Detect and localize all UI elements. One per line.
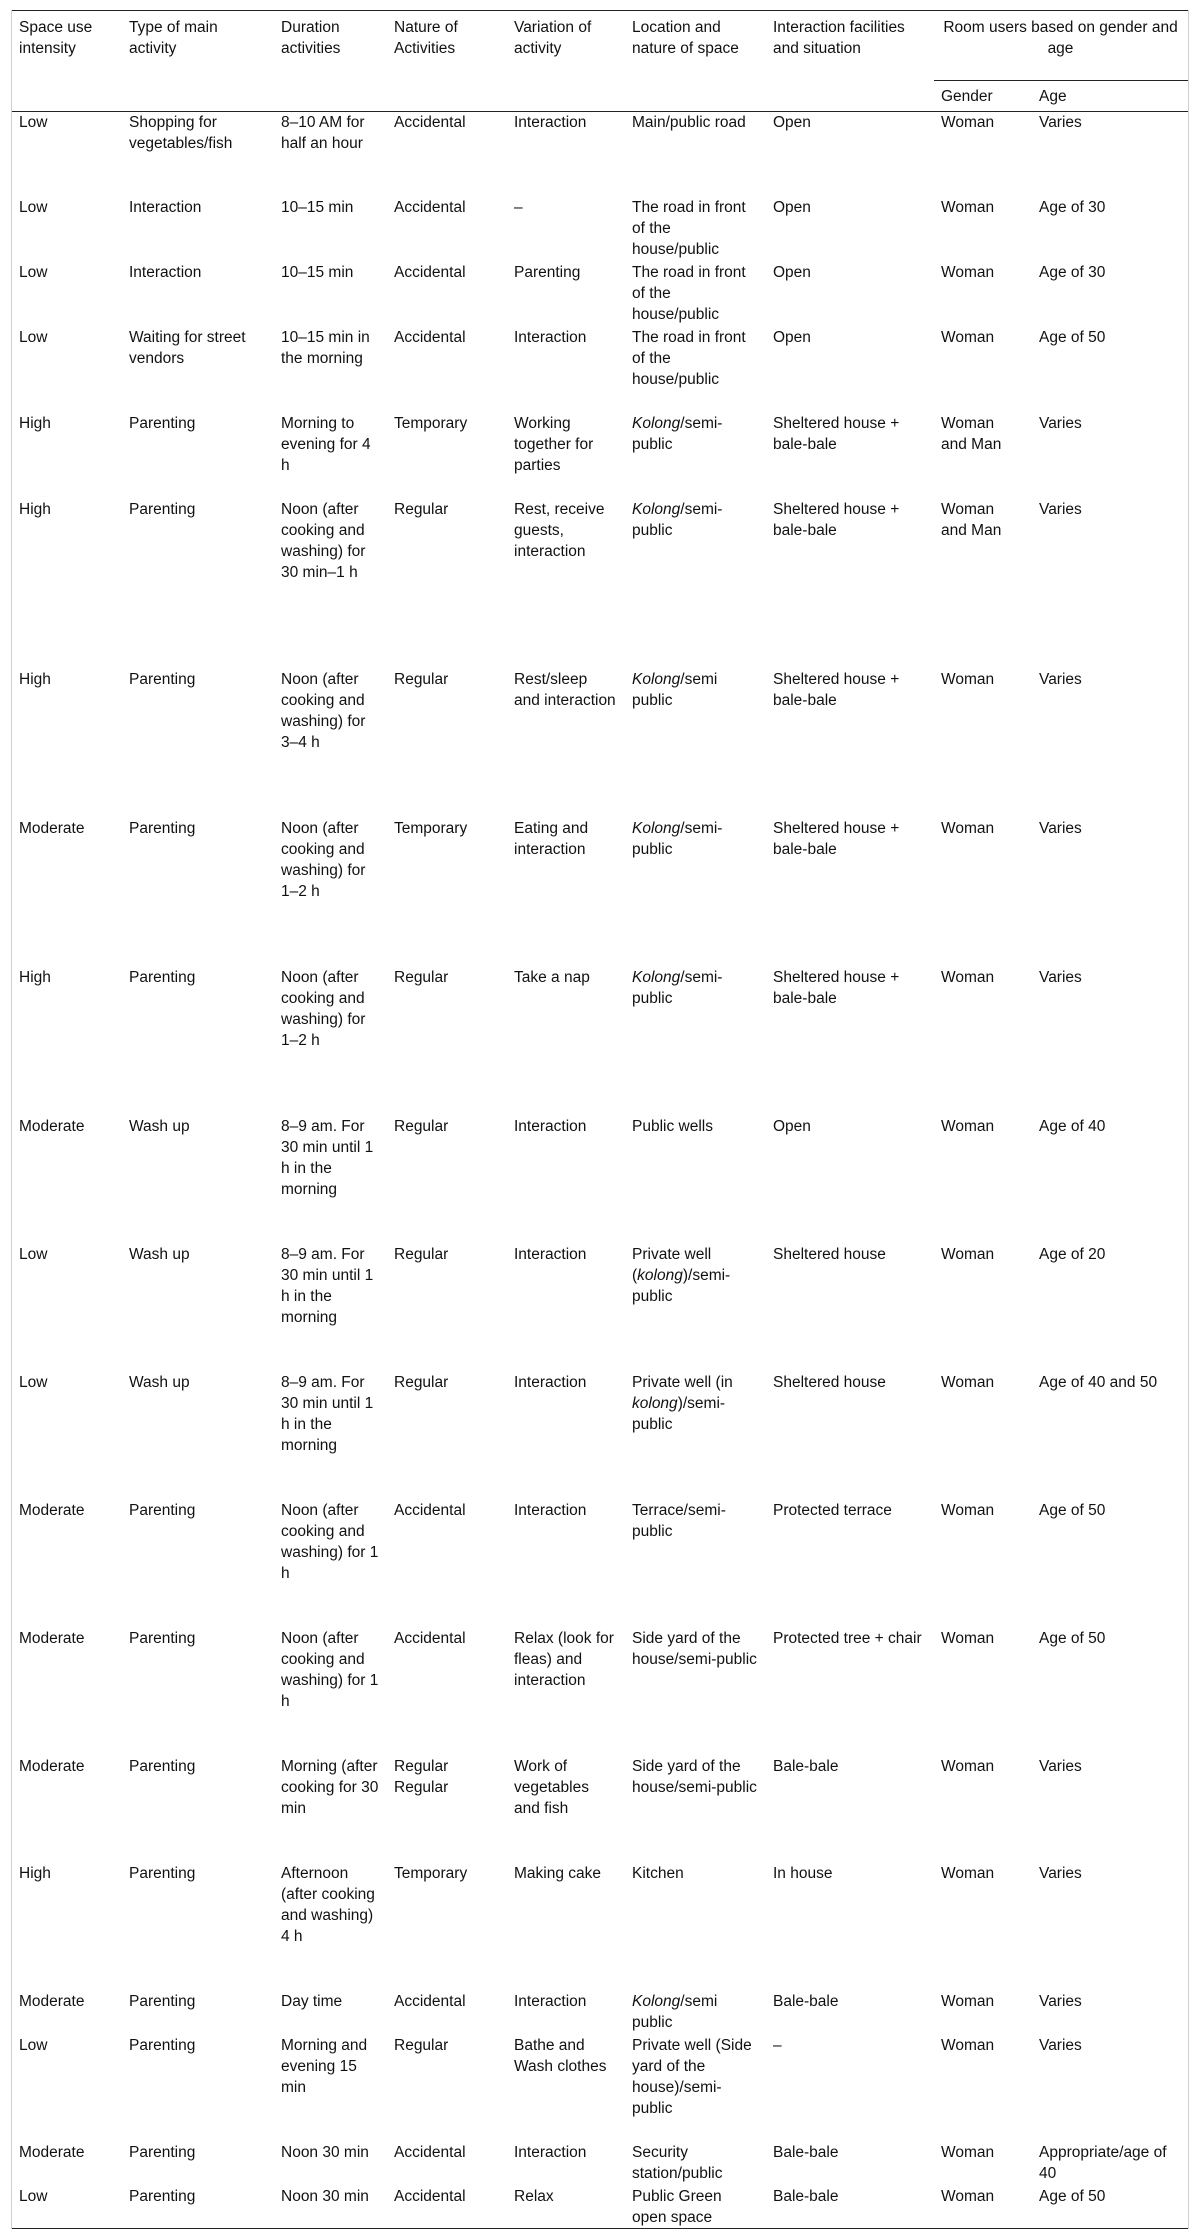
cell-duration-activities: 10–15 min xyxy=(281,198,354,216)
cell-gender: Woman xyxy=(941,198,995,216)
cell-age: Varies xyxy=(1039,670,1082,688)
location-suffix: /semi public xyxy=(632,670,718,709)
header-space-use-intensity: Space use intensity xyxy=(12,11,122,112)
cell-interaction-facilities: Protected tree + chair xyxy=(773,1629,922,1647)
cell-type-of-main-activity: Parenting xyxy=(129,670,196,688)
cell-type-of-main-activity: Wash up xyxy=(129,1245,190,1263)
cell-age: Varies xyxy=(1039,968,1082,986)
cell-age: Age of 50 xyxy=(1039,1629,1106,1647)
location-prefix: Private well ( xyxy=(632,1245,712,1284)
cell-variation-of-activity: Working together for parties xyxy=(514,414,594,474)
table-row xyxy=(12,327,1188,413)
cell-duration-activities: 10–15 min in the morning xyxy=(281,328,370,367)
cell-location-and-nature: The road in front of the house/public xyxy=(632,263,746,323)
table-row xyxy=(12,1863,1188,1991)
cell-gender: Woman xyxy=(941,2143,995,2161)
cell-space-use-intensity: High xyxy=(19,968,51,986)
location-suffix: /semi-public xyxy=(632,819,723,858)
cell-variation-of-activity: Take a nap xyxy=(514,968,590,986)
cell-duration-activities: Morning to evening for 4 h xyxy=(281,414,371,474)
header-type-of-main-activity: Type of main activity xyxy=(122,11,274,112)
cell-nature-of-activities: Regular xyxy=(394,2036,449,2054)
cell-interaction-facilities: Sheltered house + bale-bale xyxy=(773,414,900,453)
table-row xyxy=(12,1991,1188,2035)
cell-type-of-main-activity: Waiting for street vendors xyxy=(129,328,246,367)
cell-interaction-facilities: Sheltered house + bale-bale xyxy=(773,968,900,1007)
cell-age: Varies xyxy=(1039,1992,1082,2010)
cell-gender: Woman xyxy=(941,670,995,688)
cell-interaction-facilities: In house xyxy=(773,1864,833,1882)
cell-interaction-facilities: Sheltered house + bale-bale xyxy=(773,819,900,858)
cell-gender: Woman xyxy=(941,1117,995,1135)
cell-space-use-intensity: Low xyxy=(19,114,48,131)
cell-type-of-main-activity: Interaction xyxy=(129,198,202,216)
cell-age: Age of 50 xyxy=(1039,328,1106,346)
cell-age: Age of 40 and 50 xyxy=(1039,1373,1158,1391)
cell-duration-activities: Noon 30 min xyxy=(281,2143,369,2161)
cell-space-use-intensity: Moderate xyxy=(19,1992,85,2010)
cell-variation-of-activity: Making cake xyxy=(514,1864,602,1882)
cell-location-and-nature: Terrace/semi-public xyxy=(632,1501,726,1540)
table-row xyxy=(12,1500,1188,1628)
cell-variation-of-activity: Rest, receive guests, interaction xyxy=(514,500,605,560)
location-suffix: /semi public xyxy=(632,1992,718,2031)
location-emphasis: kolong xyxy=(637,1266,683,1284)
cell-duration-activities: Noon (after cooking and washing) for 30 min–1 h xyxy=(281,500,366,581)
location-suffix: /semi-public xyxy=(632,500,723,539)
cell-interaction-facilities: Sheltered house + bale-bale xyxy=(773,670,900,709)
table-row xyxy=(12,499,1188,669)
table-row xyxy=(12,413,1188,499)
location-suffix: )/semi-public xyxy=(632,1394,726,1433)
cell-duration-activities: 10–15 min xyxy=(281,263,354,281)
header-room-users: Room users based on gender and age xyxy=(934,11,1188,81)
cell-space-use-intensity: Low xyxy=(19,1245,48,1263)
cell-space-use-intensity: Low xyxy=(12,2186,122,2229)
cell-space-use-intensity: High xyxy=(19,500,51,518)
cell-variation-of-activity: – xyxy=(514,198,523,216)
cell-space-use-intensity: Moderate xyxy=(19,1757,85,1775)
cell-space-use-intensity: Low xyxy=(19,263,48,281)
cell-variation-of-activity: Parenting xyxy=(514,263,581,281)
cell-interaction-facilities: Protected terrace xyxy=(773,1501,892,1519)
cell-duration-activities: Afternoon (after cooking and washing) 4 h xyxy=(281,1864,375,1945)
location-prefix: Private well (in xyxy=(632,1373,733,1391)
cell-location-and-nature xyxy=(625,413,766,499)
cell-space-use-intensity: Moderate xyxy=(19,819,85,837)
cell-gender: Woman xyxy=(941,1245,995,1263)
cell-type-of-main-activity: Parenting xyxy=(129,1864,196,1882)
table-row xyxy=(12,818,1188,967)
cell-space-use-intensity: High xyxy=(19,1864,51,1882)
table-header xyxy=(12,11,1188,112)
location-emphasis: Kolong xyxy=(632,414,681,432)
cell-location-and-nature: Side yard of the house/semi-public xyxy=(632,1629,757,1668)
cell-type-of-main-activity: Parenting xyxy=(129,414,196,432)
cell-space-use-intensity: High xyxy=(19,670,51,688)
cell-gender: Woman xyxy=(941,328,995,346)
cell-nature-of-activities: Temporary xyxy=(394,414,468,432)
cell-age: Varies xyxy=(1039,819,1082,837)
cell-type-of-main-activity: Parenting xyxy=(129,819,196,837)
cell-space-use-intensity: High xyxy=(19,414,51,432)
cell-nature-of-activities: Accidental xyxy=(387,2186,507,2229)
cell-type-of-main-activity: Shopping for vegetables/fish xyxy=(129,114,233,152)
cell-age: Varies xyxy=(1039,2036,1082,2054)
cell-location-and-nature xyxy=(625,669,766,818)
cell-gender: Woman xyxy=(941,1757,995,1775)
cell-type-of-main-activity: Wash up xyxy=(129,1117,190,1135)
cell-nature-of-activities: Regular Regular xyxy=(394,1757,449,1796)
cell-age: Age of 20 xyxy=(1039,1245,1106,1263)
cell-age: Varies xyxy=(1039,414,1082,432)
cell-interaction-facilities: Open xyxy=(773,114,811,131)
cell-interaction-facilities: Open xyxy=(773,1117,811,1135)
cell-interaction-facilities: Sheltered house xyxy=(773,1373,886,1391)
cell-nature-of-activities: Regular xyxy=(394,968,449,986)
cell-nature-of-activities: Temporary xyxy=(394,1864,468,1882)
cell-age: Age of 50 xyxy=(1039,1501,1106,1519)
cell-variation-of-activity: Eating and interaction xyxy=(514,819,589,858)
cell-type-of-main-activity: Parenting xyxy=(129,1629,196,1647)
cell-gender: Woman xyxy=(941,1373,995,1391)
cell-variation-of-activity: Interaction xyxy=(514,1501,587,1519)
header-location-and-nature: Location and nature of space xyxy=(625,11,766,112)
cell-nature-of-activities: Regular xyxy=(394,670,449,688)
cell-nature-of-activities: Accidental xyxy=(394,114,466,131)
cell-location-and-nature xyxy=(625,967,766,1116)
cell-type-of-main-activity: Parenting xyxy=(122,2186,274,2229)
cell-type-of-main-activity: Wash up xyxy=(129,1373,190,1391)
cell-variation-of-activity: Relax xyxy=(507,2186,625,2229)
cell-interaction-facilities: Bale-bale xyxy=(766,2186,934,2229)
cell-duration-activities: Noon 30 min xyxy=(274,2186,387,2229)
cell-variation-of-activity: Interaction xyxy=(514,328,587,346)
location-suffix: /semi-public xyxy=(632,414,723,453)
location-emphasis: kolong xyxy=(632,1394,678,1412)
cell-gender: Woman xyxy=(941,263,995,281)
cell-gender: Woman and Man xyxy=(941,500,1002,539)
table-row xyxy=(12,1244,1188,1372)
cell-interaction-facilities: Open xyxy=(773,328,811,346)
cell-nature-of-activities: Accidental xyxy=(394,328,466,346)
cell-variation-of-activity: Interaction xyxy=(514,1117,587,1135)
cell-variation-of-activity: Interaction xyxy=(514,1992,587,2010)
cell-duration-activities: 8–10 AM for half an hour xyxy=(281,114,365,152)
cell-duration-activities: 8–9 am. For 30 min until 1 h in the morning xyxy=(281,1373,374,1454)
cell-variation-of-activity: Rest/sleep and interaction xyxy=(514,670,616,709)
cell-interaction-facilities: – xyxy=(773,2036,782,2054)
cell-duration-activities: Noon (after cooking and washing) for 1–2 h xyxy=(281,819,366,900)
cell-duration-activities: Noon (after cooking and washing) for 1–2 h xyxy=(281,968,366,1049)
cell-gender: Woman xyxy=(941,1992,995,2010)
cell-duration-activities: 8–9 am. For 30 min until 1 h in the morning xyxy=(281,1245,374,1326)
table-row xyxy=(12,967,1188,1116)
cell-age: Varies xyxy=(1039,500,1082,518)
cell-age: Varies xyxy=(1039,114,1082,131)
cell-location-and-nature xyxy=(625,499,766,669)
cell-variation-of-activity: Interaction xyxy=(514,1245,587,1263)
table-row xyxy=(12,2035,1188,2142)
header-age: Age xyxy=(1032,81,1188,112)
cell-type-of-main-activity: Parenting xyxy=(129,1501,196,1519)
cell-nature-of-activities: Accidental xyxy=(394,198,466,216)
cell-interaction-facilities: Open xyxy=(773,198,811,216)
cell-space-use-intensity: Low xyxy=(19,328,48,346)
cell-space-use-intensity: Moderate xyxy=(19,1629,85,1647)
cell-space-use-intensity: Low xyxy=(19,198,48,216)
cell-nature-of-activities: Regular xyxy=(394,1245,449,1263)
location-emphasis: Kolong xyxy=(632,670,681,688)
cell-nature-of-activities: Accidental xyxy=(394,1629,466,1647)
cell-gender: Woman xyxy=(941,114,995,131)
cell-location-and-nature: Kitchen xyxy=(632,1864,684,1882)
space-use-table xyxy=(12,10,1188,2229)
cell-duration-activities: 8–9 am. For 30 min until 1 h in the morning xyxy=(281,1117,374,1198)
cell-variation-of-activity: Interaction xyxy=(514,2143,587,2161)
cell-space-use-intensity: Moderate xyxy=(19,1501,85,1519)
cell-location-and-nature: Public Green open space xyxy=(625,2186,766,2229)
cell-nature-of-activities: Accidental xyxy=(394,1992,466,2010)
cell-interaction-facilities: Bale-bale xyxy=(773,1992,839,2010)
cell-location-and-nature: Private well (Side yard of the house)/semi-public xyxy=(632,2036,752,2117)
cell-type-of-main-activity: Parenting xyxy=(129,1757,196,1775)
table-row xyxy=(12,1116,1188,1244)
location-suffix: /semi-public xyxy=(632,968,723,1007)
header-nature-of-activities: Nature of Activities xyxy=(387,11,507,112)
table-container xyxy=(11,10,1189,2229)
cell-nature-of-activities: Regular xyxy=(394,500,449,518)
cell-age: Age of 30 xyxy=(1039,263,1106,281)
table-row xyxy=(12,2186,1188,2229)
location-emphasis: Kolong xyxy=(632,500,681,518)
cell-space-use-intensity: Low xyxy=(19,1373,48,1391)
cell-type-of-main-activity: Interaction xyxy=(129,263,202,281)
table-body xyxy=(12,112,1188,2229)
cell-variation-of-activity: Relax (look for fleas) and interaction xyxy=(514,1629,614,1689)
cell-location-and-nature xyxy=(625,1372,766,1500)
header-interaction-facilities: Interaction facilities and situation xyxy=(766,11,934,112)
cell-variation-of-activity: Work of vegetables and fish xyxy=(514,1757,589,1817)
table-row xyxy=(12,262,1188,327)
cell-age: Varies xyxy=(1039,1757,1082,1775)
cell-type-of-main-activity: Parenting xyxy=(129,1992,196,2010)
cell-nature-of-activities: Temporary xyxy=(394,819,468,837)
cell-nature-of-activities: Accidental xyxy=(394,263,466,281)
cell-location-and-nature: Side yard of the house/semi-public xyxy=(632,1757,757,1796)
cell-duration-activities: Morning and evening 15 min xyxy=(281,2036,368,2096)
cell-gender: Woman xyxy=(941,1501,995,1519)
cell-duration-activities: Noon (after cooking and washing) for 1 h xyxy=(281,1629,379,1710)
cell-duration-activities: Morning (after cooking for 30 min xyxy=(281,1757,379,1817)
cell-location-and-nature xyxy=(625,1991,766,2035)
cell-age: Varies xyxy=(1039,1864,1082,1882)
table-row xyxy=(12,1628,1188,1756)
table-row xyxy=(12,669,1188,818)
cell-interaction-facilities: Sheltered house xyxy=(773,1245,886,1263)
cell-variation-of-activity: Bathe and Wash clothes xyxy=(514,2036,607,2075)
table-row xyxy=(12,2142,1188,2186)
cell-type-of-main-activity: Parenting xyxy=(129,500,196,518)
location-suffix: )/semi-public xyxy=(632,1266,731,1305)
header-gender: Gender xyxy=(934,81,1032,112)
cell-nature-of-activities: Regular xyxy=(394,1117,449,1135)
cell-age: Age of 30 xyxy=(1039,198,1106,216)
location-emphasis: Kolong xyxy=(632,968,681,986)
cell-location-and-nature: The road in front of the house/public xyxy=(632,328,746,388)
cell-variation-of-activity: Interaction xyxy=(514,1373,587,1391)
cell-duration-activities: Day time xyxy=(281,1992,343,2010)
cell-age: Age of 50 xyxy=(1032,2186,1188,2229)
cell-age: Appropriate/age of 40 xyxy=(1039,2143,1167,2182)
cell-gender: Woman xyxy=(941,968,995,986)
header-duration-activities: Duration activities xyxy=(274,11,387,112)
cell-type-of-main-activity: Parenting xyxy=(129,2143,196,2161)
cell-gender: Woman xyxy=(941,819,995,837)
cell-type-of-main-activity: Parenting xyxy=(129,968,196,986)
table-row xyxy=(12,112,1188,197)
table-row xyxy=(12,197,1188,262)
cell-gender: Woman xyxy=(941,1864,995,1882)
cell-location-and-nature xyxy=(625,818,766,967)
header-variation-of-activity: Variation of activity xyxy=(507,11,625,112)
table-row xyxy=(12,1756,1188,1863)
cell-nature-of-activities: Accidental xyxy=(394,2143,466,2161)
cell-location-and-nature: Security station/public xyxy=(632,2143,723,2182)
cell-gender: Woman xyxy=(941,2036,995,2054)
cell-interaction-facilities: Open xyxy=(773,263,811,281)
cell-type-of-main-activity: Parenting xyxy=(129,2036,196,2054)
cell-duration-activities: Noon (after cooking and washing) for 1 h xyxy=(281,1501,379,1582)
cell-duration-activities: Noon (after cooking and washing) for 3–4 h xyxy=(281,670,366,751)
table-row xyxy=(12,1372,1188,1500)
cell-location-and-nature: Public wells xyxy=(632,1117,713,1135)
cell-location-and-nature: The road in front of the house/public xyxy=(632,198,746,258)
location-emphasis: Kolong xyxy=(632,1992,681,2010)
cell-interaction-facilities: Bale-bale xyxy=(773,1757,839,1775)
cell-gender: Woman and Man xyxy=(941,414,1002,453)
cell-gender: Woman xyxy=(934,2186,1032,2229)
cell-age: Age of 40 xyxy=(1039,1117,1106,1135)
cell-nature-of-activities: Accidental xyxy=(394,1501,466,1519)
cell-nature-of-activities: Regular xyxy=(394,1373,449,1391)
cell-interaction-facilities: Sheltered house + bale-bale xyxy=(773,500,900,539)
cell-space-use-intensity: Low xyxy=(19,2036,48,2054)
cell-interaction-facilities: Bale-bale xyxy=(773,2143,839,2161)
cell-variation-of-activity: Interaction xyxy=(514,114,587,131)
cell-gender: Woman xyxy=(941,1629,995,1647)
cell-location-and-nature: Main/public road xyxy=(632,114,746,131)
cell-space-use-intensity: Moderate xyxy=(19,1117,85,1135)
cell-location-and-nature xyxy=(625,1244,766,1372)
location-emphasis: Kolong xyxy=(632,819,681,837)
cell-space-use-intensity: Moderate xyxy=(19,2143,85,2161)
